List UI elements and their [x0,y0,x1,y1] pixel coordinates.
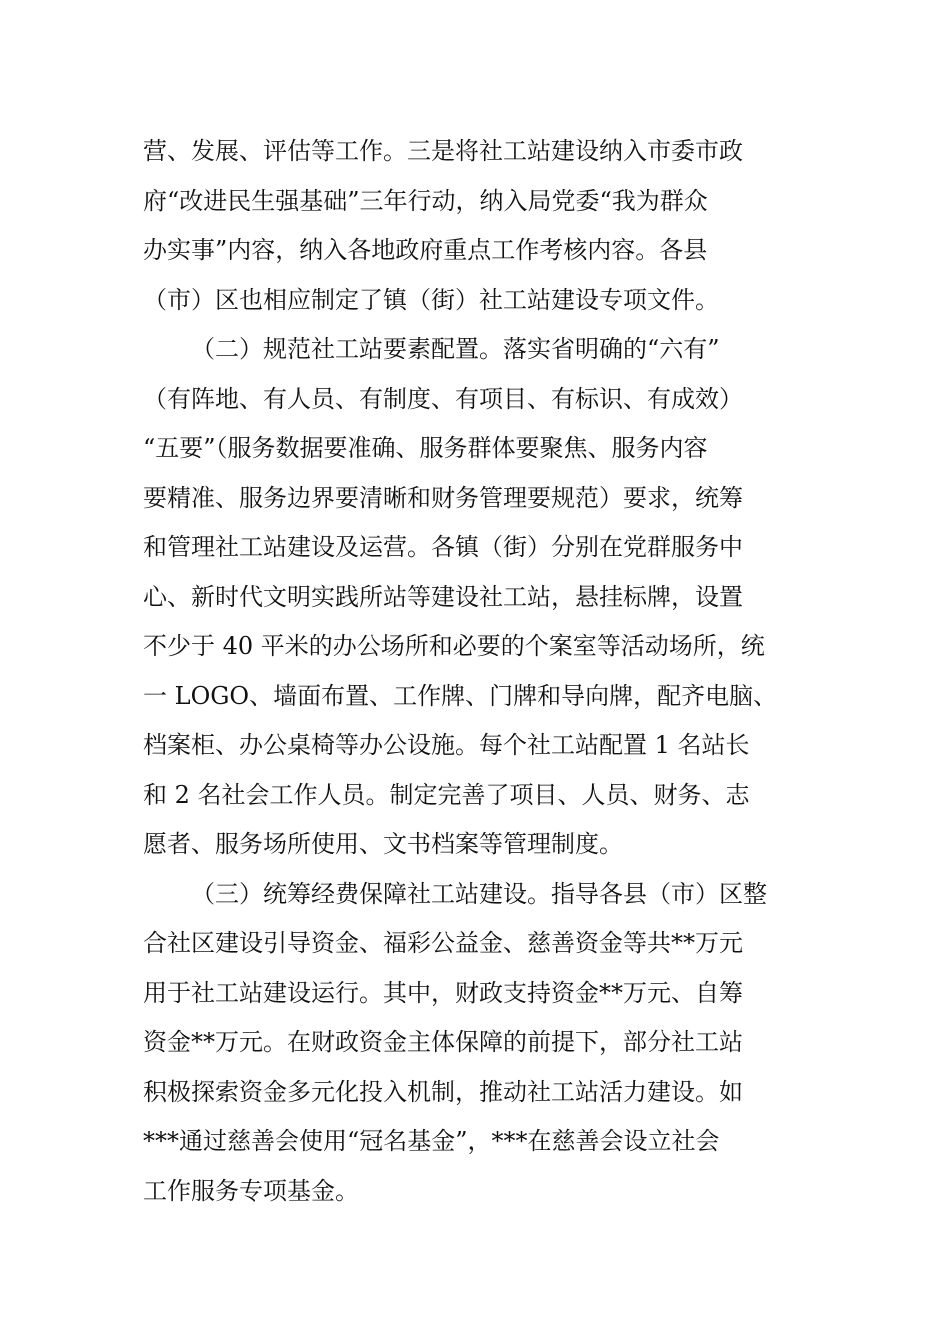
text-line: 不少于 40 平米的办公场所和必要的个案室等活动场所，统 [143,632,765,660]
text-line: （市）区也相应制定了镇（街）社工站建设专项文件。 [143,285,719,314]
text-line: 积极探索资金多元化投入机制，推动社工站活力建设。如 [143,1077,743,1106]
text-line: ***通过慈善会使用“冠名基金”，***在慈善会设立社会 [143,1127,720,1155]
text-line: 一 LOGO、墙面布置、工作牌、门牌和导向牌，配齐电脑、 [143,681,778,710]
section-heading-line: （二）规范社工站要素配置。落实省明确的“六有” [191,335,720,363]
text-line: 工作服务专项基金。 [143,1176,359,1205]
text-line: （有阵地、有人员、有制度、有项目、有标识、有成效） [143,384,743,413]
text-line: 和 2 名社会工作人员。制定完善了项目、人员、财务、志 [143,780,750,809]
document-body [143,127,833,1216]
text-line: 要精准、服务边界要清晰和财务管理要规范）要求，统筹 [143,483,743,512]
text-line: 用于社工站建设运行。其中，财政支持资金**万元、自筹 [143,978,743,1007]
text-line: “五要”（服务数据要准确、服务群体要聚焦、服务内容 [143,434,708,462]
text-line: 营、发展、评估等工作。三是将社工站建设纳入市委市政 [143,137,743,165]
text-line: 愿者、服务场所使用、文书档案等管理制度。 [143,830,623,858]
text-line: 合社区建设引导资金、福彩公益金、慈善资金等共**万元 [143,929,743,957]
text-line: 和管理社工站建设及运营。各镇（街）分别在党群服务中 [143,533,743,561]
text-line: 府“改进民生强基础”三年行动，纳入局党委“我为群众 [143,186,708,215]
text-line: 档案柜、办公桌椅等办公设施。每个社工站配置 1 名站长 [143,731,750,759]
text-line: 心、新时代文明实践所站等建设社工站，悬挂标牌，设置 [143,582,743,611]
text-line: 资金**万元。在财政资金主体保障的前提下，部分社工站 [143,1028,743,1056]
section-heading-line: （三）统筹经费保障社工站建设。指导各县（市）区整 [191,879,767,908]
text-line: 办实事”内容，纳入各地政府重点工作考核内容。各县 [143,236,708,264]
